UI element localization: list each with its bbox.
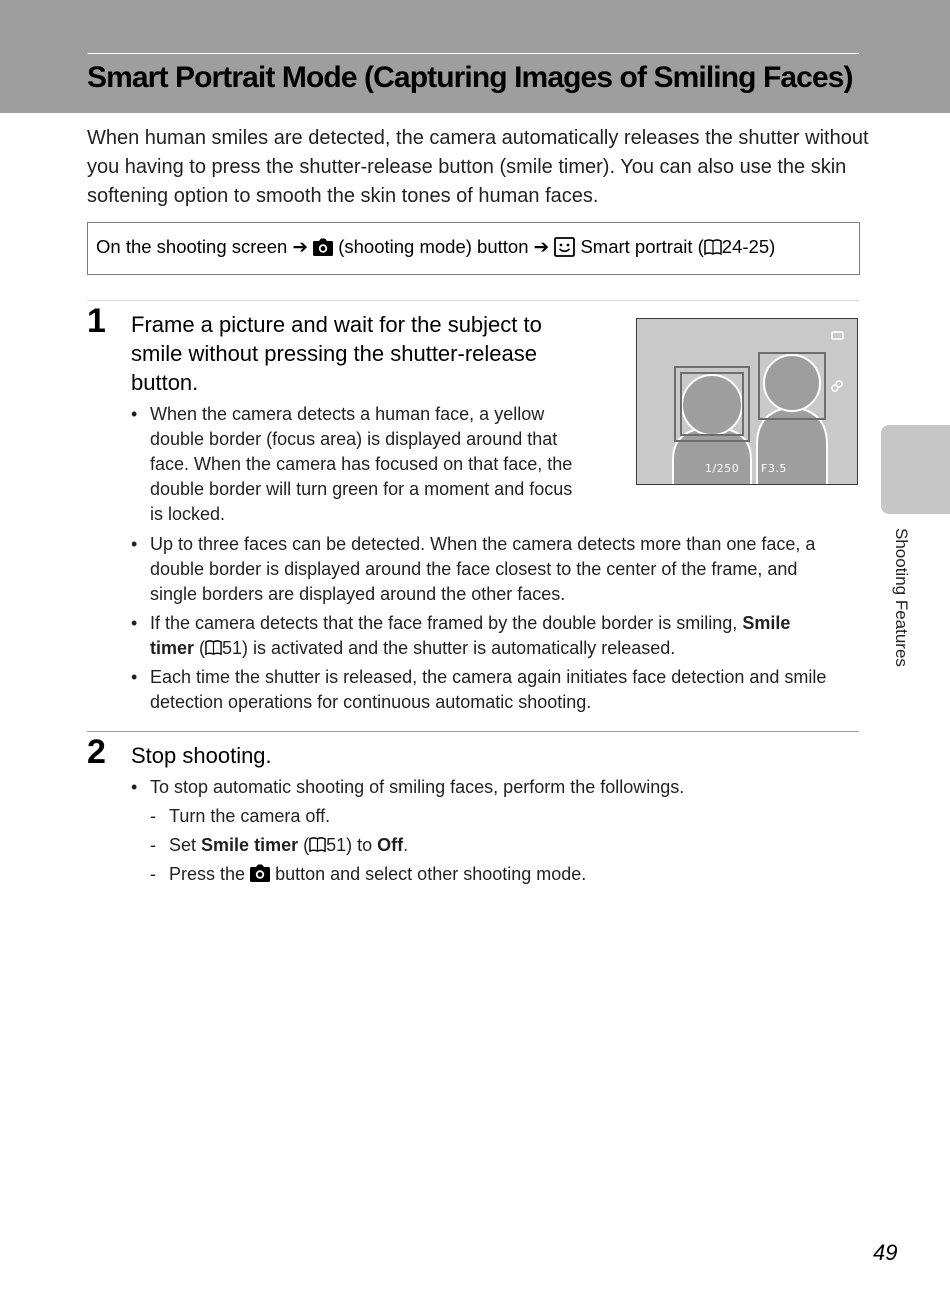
page-title: Smart Portrait Mode (Capturing Images of Smiling Faces) bbox=[87, 61, 853, 94]
step-2-title: Stop shooting. bbox=[131, 743, 272, 768]
page-number: 49 bbox=[873, 1240, 898, 1265]
bullet-line: double border is displayed around the face closest to the center of the frame, and bbox=[150, 559, 798, 579]
menu-path-part1: On the shooting screen bbox=[96, 236, 288, 258]
bullet-text: If the camera detects that the face framed by the double border is smiling, bbox=[150, 613, 738, 633]
step-1-bullet bbox=[131, 532, 861, 607]
section-side-tab bbox=[881, 425, 950, 514]
step-2-subitem: - Turn the camera off. bbox=[150, 806, 331, 826]
bullet-line bbox=[150, 611, 861, 636]
menu-path-part2: (shooting mode) button bbox=[338, 236, 529, 258]
step-1-title-line: Frame a picture and wait for the subject to bbox=[131, 312, 542, 337]
bullet-line: detection operations for continuous automatic shooting. bbox=[150, 692, 592, 712]
bullet-dot: • bbox=[131, 534, 138, 554]
step-divider bbox=[87, 300, 859, 301]
step-2-bullet bbox=[131, 775, 861, 800]
bullet-line: Up to three faces can be detected. When the camera detects more than one face, a bbox=[150, 534, 816, 554]
smile-timer-term: Smile bbox=[742, 613, 791, 633]
menu-path-box bbox=[87, 222, 860, 275]
step-1-bullet bbox=[131, 611, 861, 661]
intro-paragraph: When human smiles are detected, the camera automatically releases the shutter without you having to press the shutter-release button (smile timer). You can also use the skin softening option to smooth the skin tones of human faces. bbox=[87, 127, 869, 207]
camera-mode-icon bbox=[250, 864, 270, 882]
step-2-number: 2 bbox=[87, 733, 106, 771]
page-reference-icon bbox=[704, 238, 722, 256]
side-tab-text: Shooting Features bbox=[892, 528, 911, 667]
arrow-icon: ➔ bbox=[292, 236, 308, 258]
bullet-text: 51) is activated and the shutter is automatically released. bbox=[222, 638, 676, 658]
bullet-dot: • bbox=[131, 613, 138, 633]
step-1-title-line: button. bbox=[131, 370, 199, 395]
smile-timer-term: Smile timer bbox=[201, 835, 299, 855]
smart-portrait-icon bbox=[554, 237, 575, 257]
monitor-drawing bbox=[637, 319, 858, 485]
off-term: Off bbox=[377, 835, 404, 855]
step-1-title bbox=[131, 310, 542, 397]
bullet-line: double border (focus area) is displayed around that bbox=[150, 429, 558, 449]
menu-path-part3: Smart portrait ( bbox=[580, 236, 704, 258]
page-reference-icon bbox=[309, 836, 326, 853]
bullet-line: double border will turn green for a moment and focus bbox=[150, 479, 573, 499]
smile-timer-term: timer bbox=[150, 638, 195, 658]
bullet-line: is locked. bbox=[150, 504, 226, 524]
step-1-number: 1 bbox=[87, 302, 106, 340]
step-1-bullet bbox=[131, 402, 611, 527]
subitem-text: 51) to bbox=[326, 835, 373, 855]
subitem-text: . bbox=[403, 835, 409, 855]
step-2-subitem: - Press the button and select other shooting mode. bbox=[150, 864, 587, 884]
bullet-dot: • bbox=[131, 404, 138, 424]
camera-monitor-illustration bbox=[636, 318, 858, 485]
arrow-icon: ➔ bbox=[533, 236, 550, 258]
subitem-text: button and select other shooting mode. bbox=[275, 864, 587, 884]
step-2-subitem: - Set Smile timer ( 51) to Off. bbox=[150, 835, 409, 855]
subitem-text: Press the bbox=[169, 864, 246, 884]
bullet-line: single borders are displayed around the other faces. bbox=[150, 584, 566, 604]
bullet-line: timer ( 51) is activated and the shutter is automatically released. bbox=[150, 638, 676, 658]
bullet-dot: • bbox=[131, 667, 138, 687]
page-reference-icon bbox=[205, 639, 222, 656]
step-divider bbox=[87, 731, 859, 732]
subitem-text: Turn the camera off. bbox=[169, 806, 331, 826]
header-band bbox=[0, 0, 950, 113]
bullet-line: When the camera detects a human face, a yellow bbox=[150, 404, 545, 424]
aperture-readout: F3.5 bbox=[761, 462, 787, 475]
subitem-text: Set bbox=[169, 835, 197, 855]
step-1-title-line: smile without pressing the shutter-release bbox=[131, 341, 537, 366]
header-rule bbox=[87, 53, 859, 54]
camera-mode-icon bbox=[313, 238, 333, 256]
step-1-bullet bbox=[131, 665, 861, 715]
side-tab-label bbox=[887, 528, 913, 728]
bullet-line: Each time the shutter is released, the camera again initiates face detection and smile bbox=[150, 667, 827, 687]
menu-path-reference: 24-25) bbox=[721, 236, 776, 258]
bullet-dot: • bbox=[131, 777, 138, 797]
bullet-text: To stop automatic shooting of smiling faces, perform the followings. bbox=[150, 777, 685, 797]
shutter-speed-readout: 1/250 bbox=[705, 462, 740, 475]
bullet-line: face. When the camera has focused on that face, the bbox=[150, 454, 573, 474]
